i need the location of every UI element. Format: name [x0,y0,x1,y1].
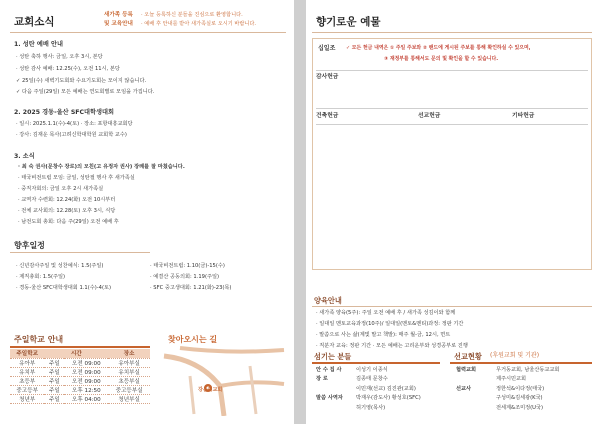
directions-map [160,346,288,416]
nurture-item: · 일대일 멘토교육과정(10주)/ 일대일(멘토&멘티)과정: 정판 기간 [316,321,464,327]
notice-label-1: 새가족 등록 [104,12,133,18]
right-page [306,0,600,424]
title-bar [312,362,440,364]
sec3-title: 3. 소식 [14,153,35,160]
nurture-item: · 직분자 교육: 정판 기간 · 모든 예배는 고리운부와 성경공부로 진행 [316,343,468,349]
table-row: 유치부 주일 오전 09:00 유치부실 [10,367,150,376]
table-row: 중고등부 주일 오후 12:50 중고등부실 [10,385,150,394]
offering-box [312,38,592,270]
sec2-title: 2. 2025 경동-울산 SFC대학생대회 [14,109,114,116]
church-news-title: 교회소식 [14,16,55,28]
left-page [0,0,294,424]
col-header: 주일학교 [10,349,44,358]
offering-note: ✓ 모든 헌금 내역은 ① 주일 주보와 ② 밴드에 게시된 주보를 통해 확인하실 수 있으며, [346,45,531,51]
page-gutter [294,0,306,424]
servant-names: 이민재(선교) 김진관(교회) [356,386,416,392]
nurture-item: · 새가족 양육(5주): 주일 오전 예배 후 / 새가족 성김이와 함께 [316,310,456,316]
divider [316,108,588,109]
schedule-item: · 신년감사주일 및 성찬예식: 1.5(주일) [16,263,104,269]
other-offering-label: 기타헌금 [512,113,535,119]
servant-names: 이성기 이종식 [356,367,388,373]
mission-subtitle: (후원교회 및 기관) [490,352,540,359]
divider [312,306,592,307]
sec3-item: · 태국비전트립 모임: 금일, 성탄절 행사 후 새가족실 [18,175,135,181]
schedule-item: · 태국비전트립: 1.10(금)-15(수) [150,263,225,269]
directions-title: 찾아오시는 길 [168,335,218,344]
nurture-title: 양육안내 [314,296,342,305]
sec2-item: · 일시: 2025.1.1(수)-4(토) · 장소: 포항대흥교회당 [16,121,133,127]
servant-names: 허기영(목사) [356,405,386,411]
table-row: 유아부 주일 오전 09:00 유아부실 [10,358,150,367]
servant-role: 말씀 사역자 [316,395,343,401]
mission-offering-label: 선교헌금 [418,113,441,119]
sec3-item: · 중직자회의: 금일 오후 2시 새가족실 [18,186,104,192]
schedule-item: · 경동-울산 SFC대학생대회 1.1(수)-4(토) [16,285,112,291]
servants-title: 섬기는 분들 [314,352,352,361]
sec1-item: · 성탄 감사 예배: 12.25(수), 오전 11시, 본당 [16,66,120,72]
mission-entry: 전세계&조미정(U국) [496,405,543,411]
offering-note: ③ 재정부를 통해서도 문의 및 확인을 할 수 있습니다. [384,56,499,62]
col-header: 장소 [108,349,150,358]
schedule-title: 향후일정 [14,241,45,250]
title-bar [450,362,592,364]
servant-role: 장 로 [316,376,328,382]
servant-names: 박재우(감도사) 황성호(SFC) [356,395,421,401]
tithe-label: 십일조 [318,45,336,52]
col-header: 시간 [44,349,108,358]
divider [316,70,588,71]
mission-category: 선교사 [456,386,472,392]
notice-text-1: · 오늘 등록하신 분들을 진심으로 환영합니다. [141,12,243,18]
building-offering-label: 건축헌금 [316,113,339,119]
divider [316,124,588,125]
schedule-item: · SFC 중고생대회: 1.21(화)-23(목) [150,285,232,291]
sec1-item: ✓ 25일(수) 새벽기도회와 수요기도회는 모이지 않습니다. [16,78,147,84]
sec3-item: · 전체 교사회의: 12.28(토) 오후 3시, 식당 [18,208,116,214]
notice-label-2: 및 교육안내 [104,21,133,27]
title-bar [10,346,150,348]
mission-entry: 구성미&김세광(K국) [496,395,543,401]
thanks-offering-label: 감사헌금 [316,74,339,80]
sec3-item: · 최 숙 권사(문창수 장로)의 모친(고 유정자 권사) 장례를 잘 마쳤습니다. [18,164,185,170]
servant-role: 안 수 집 사 [316,367,342,373]
map-church-label: 강은애교회 [198,387,223,393]
schedule-item: · 예결산 공동의회: 1.19(주일) [150,274,220,280]
table-row: 청년부 주일 오후 04:00 청년부실 [10,394,150,403]
servant-names: 김종태 문창수 [356,376,388,382]
map-road [190,376,194,414]
mission-title: 선교현황 [454,352,482,361]
sec1-item: · 성탄 축하 행사: 금일, 오후 3시, 본당 [16,54,103,60]
sec1-item: ✓ 다음 주일(29일) 모든 예배는 연도회별로 모임을 가집니다. [16,89,155,95]
offering-title: 향기로운 예물 [316,16,381,28]
nurture-item: · 말씀으로 사는 삶(계빛 말고 책발): 매주 월-금, 12시, 면트 [316,332,451,338]
table-row: 초등부 주일 오전 09:00 초등부실 [10,376,150,385]
divider [312,32,592,33]
mission-category: 협력교회 [456,367,477,373]
schedule-item: · 제직총회: 1.5(주일) [16,274,66,280]
divider [10,32,286,33]
map-road [250,366,256,414]
map-road [180,348,284,352]
sec1-title: 1. 성탄 예배 안내 [14,41,63,48]
sec2-item: · 강사: 김재운 목사(고려신학대학원 교회학 교수) [16,132,127,138]
sec3-item: · 남전도회 총회: 다음 주(29일) 오전 예배 후 [18,219,119,225]
notice-text-2: · 예배 후 안내를 받아 새가족실로 오시기 바랍니다. [141,21,257,27]
divider [10,252,150,253]
mission-entry: 무거동교회, 남울산동교교회 [496,367,560,373]
sec3-item: · 교역자 수련회: 12.24(화) 오전 10시부터 [18,197,116,203]
mission-entry: 정한석&이다정(태국) [496,386,545,392]
sunday-school-table [10,349,150,404]
mission-entry: 제주시민교회 [496,376,527,382]
sunday-school-title: 주일학교 안내 [14,335,64,344]
